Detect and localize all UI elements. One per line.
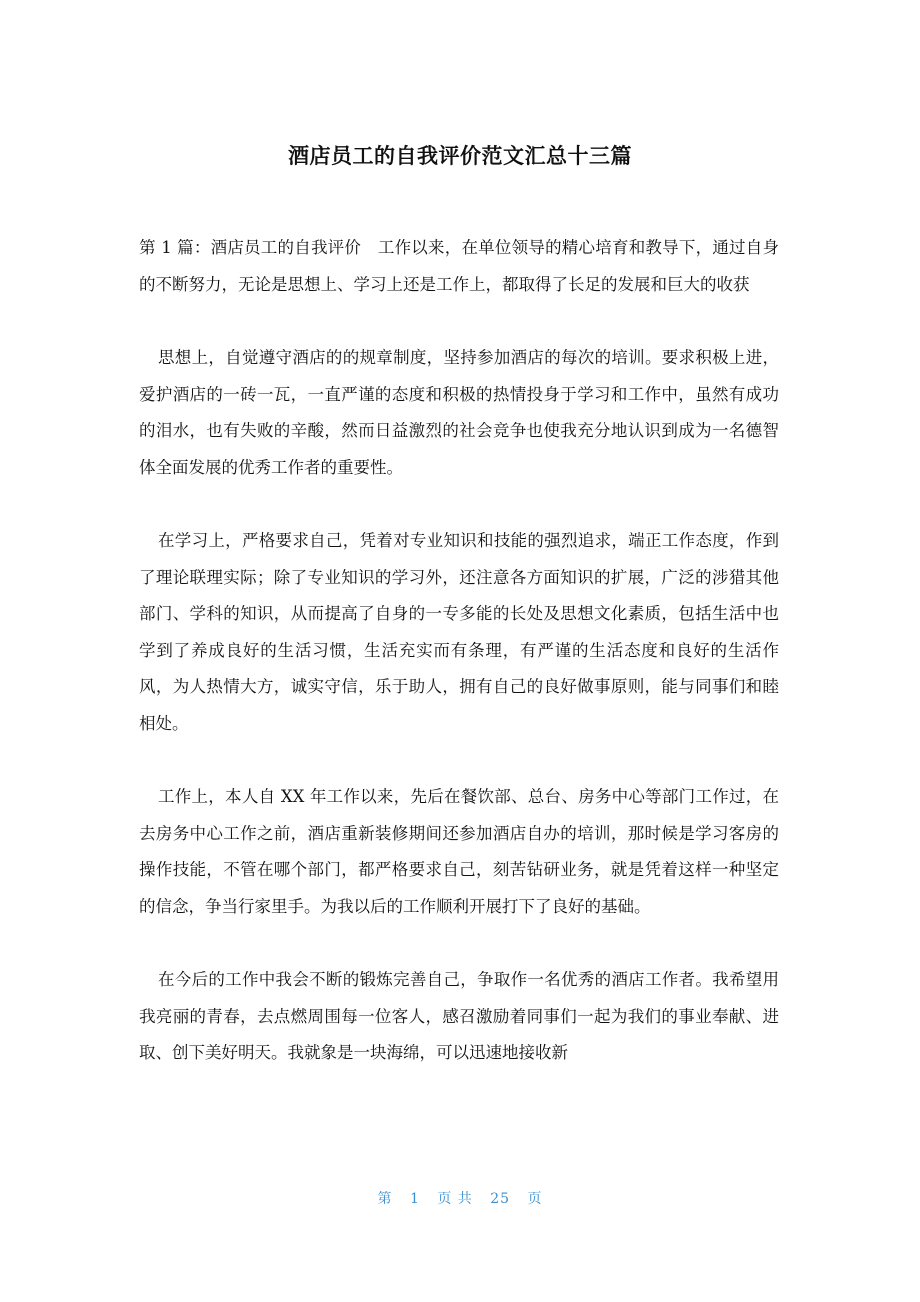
footer-total-pages: 25 [490, 1191, 511, 1207]
paragraph-5: 在今后的工作中我会不断的锻炼完善自己，争取作一名优秀的酒店工作者。我希望用我亮丽的青春，去点燃周围每一位客人，感召激励着同事们一起为我们的事业奉献、进取、创下美好明天。我就象是一块海绵，可以迅速地接收新 [139, 970, 779, 1062]
paragraph-4: 工作上，本人自 XX 年工作以来，先后在餐饮部、总台、房务中心等部门工作过，在去房务中心工作之前，酒店重新装修期间还参加酒店自办的培训，那时候是学习客房的操作技能，不管在哪个部门，都严格要求自己，刻苦钻研业务，就是凭着这样一种坚定的信念，争当行家里手。为我以后的工作顺利开展打下了良好的基础。 [139, 787, 779, 916]
document-title: 酒店员工的自我评价范文汇总十三篇 [288, 144, 632, 168]
paragraph-3: 在学习上，严格要求自己，凭着对专业知识和技能的强烈追求，端正工作态度，作到了理论联理实际；除了专业知识的学习外，还注意各方面知识的扩展，广泛的涉猎其他部门、学科的知识，从而提高了自身的一专多能的长处及思想文化素质，包括生活中也学到了养成良好的生活习惯，生活充实而有条理，有严谨的生活态度和良好的生活作风，为人热情大方，诚实守信，乐于助人，拥有自己的良好做事原则，能与同事们和睦相处。 [139, 531, 779, 733]
page-number-footer [0, 1188, 920, 1208]
paragraph-2: 思想上，自觉遵守酒店的的规章制度，坚持参加酒店的每次的培训。要求积极上进，爱护酒店的一砖一瓦，一直严谨的态度和积极的热情投身于学习和工作中，虽然有成功的泪水，也有失败的辛酸，然而日益激烈的社会竞争也使我充分地认识到成为一名德智体全面发展的优秀工作者的重要性。 [139, 348, 779, 477]
footer-of-label: 页 共 [437, 1191, 473, 1207]
paragraph-1: 第 1 篇：酒店员工的自我评价 工作以来，在单位领导的精心培育和教导下，通过自身的不断努力，无论是思想上、学习上还是工作上，都取得了长足的发展和巨大的收获 [139, 238, 779, 294]
document-body [139, 230, 779, 1109]
footer-pages-label: 页 [527, 1191, 543, 1207]
footer-page-label: 第 [377, 1191, 393, 1207]
footer-current-page: 1 [409, 1191, 420, 1207]
